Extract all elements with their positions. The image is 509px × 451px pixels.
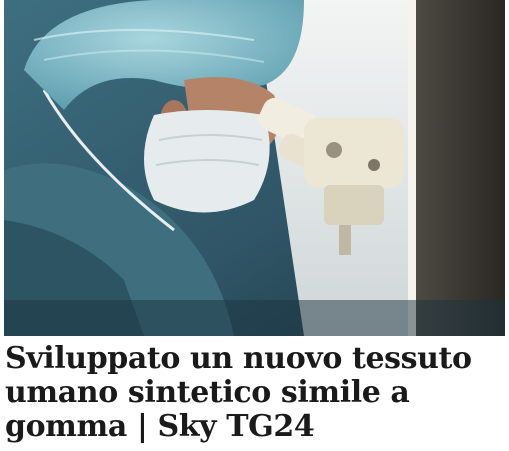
article-headline[interactable]: Sviluppato un nuovo tessuto umano sintetico simile a gomma | Sky TG24: [5, 341, 472, 444]
article-photo[interactable]: [4, 0, 505, 336]
photo-surgeon-microscope-icon: [4, 0, 505, 336]
